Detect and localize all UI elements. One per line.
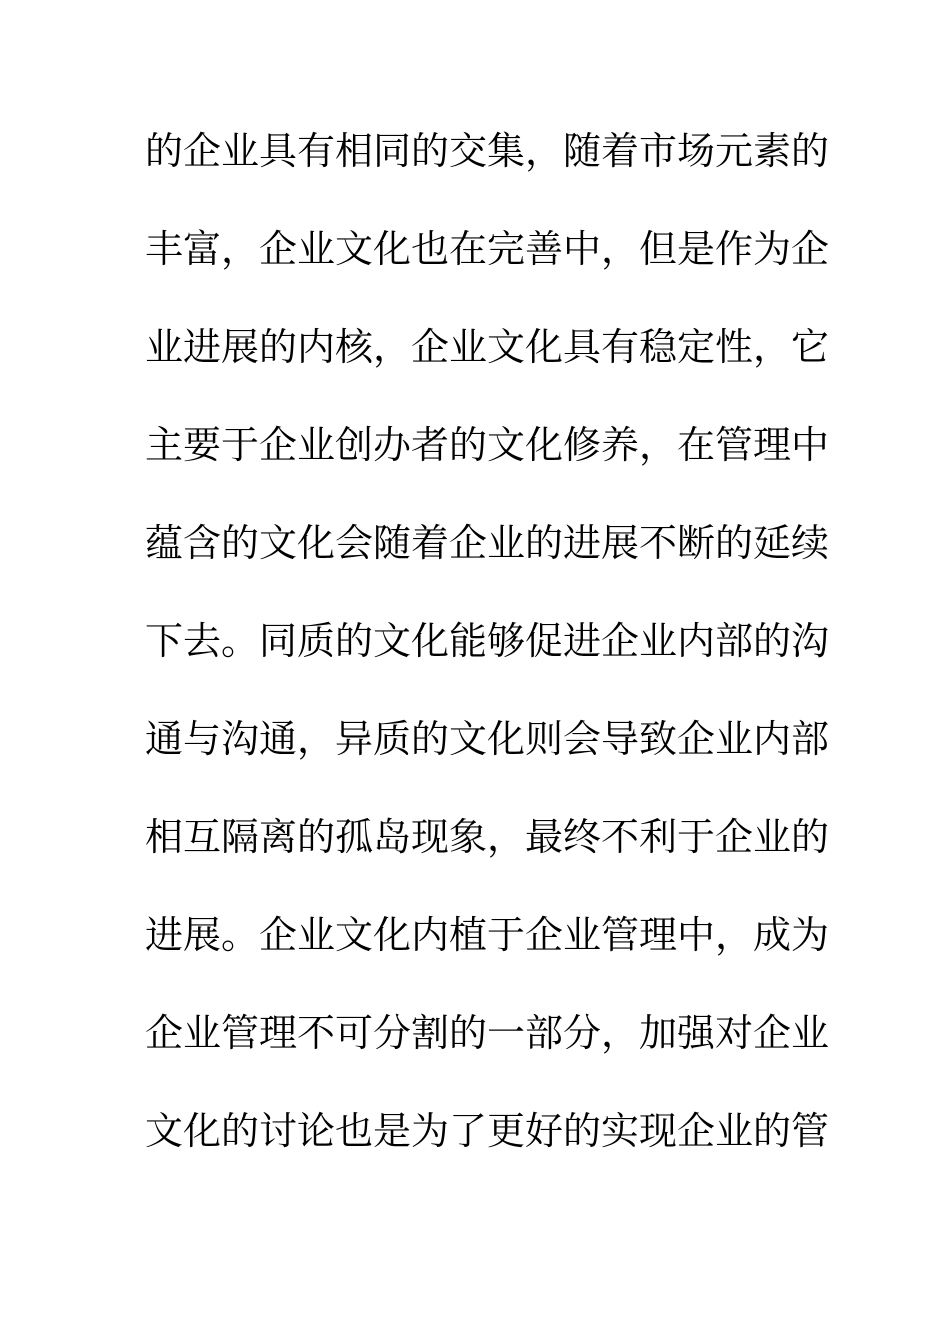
text-line-1: 的企业具有相同的交集，随着市场元素的 (145, 129, 830, 173)
text-line-8: 相互隔离的孤岛现象，最终不利于企业的 (145, 815, 830, 859)
text-line-11: 文化的讨论也是为了更好的实现企业的管 (145, 1109, 830, 1153)
text-line-9: 进展。企业文化内植于企业管理中，成为 (145, 913, 830, 957)
text-line-2: 丰富，企业文化也在完善中，但是作为企 (145, 227, 830, 271)
text-line-5: 蕴含的文化会随着企业的进展不断的延续 (145, 521, 830, 565)
text-line-10: 企业管理不可分割的一部分，加强对企业 (145, 1011, 830, 1055)
text-line-7: 通与沟通，异质的文化则会导致企业内部 (145, 717, 830, 761)
body-paragraph (145, 126, 830, 1204)
text-line-3: 业进展的内核，企业文化具有稳定性，它 (145, 325, 830, 369)
text-line-4: 主要于企业创办者的文化修养，在管理中 (145, 423, 830, 467)
text-line-6: 下去。同质的文化能够促进企业内部的沟 (145, 619, 830, 663)
